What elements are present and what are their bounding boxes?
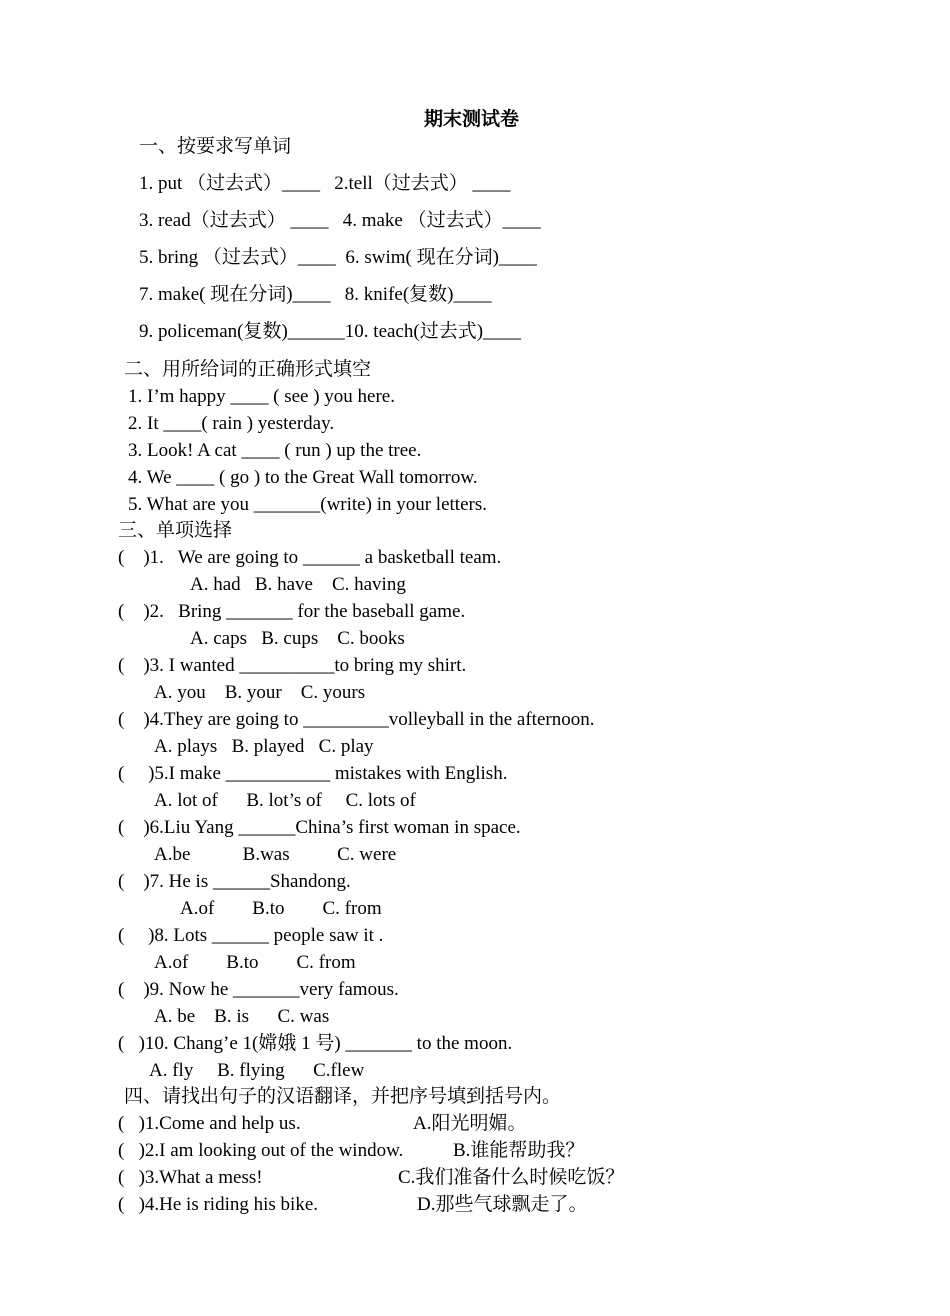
question-stem: ( )9. Now he _______very famous.	[118, 979, 399, 1000]
section2-item: 4. We ____ ( go ) to the Great Wall tomorrow.	[128, 467, 478, 488]
question-stem: ( )4.They are going to _________volleyball in the afternoon.	[118, 709, 595, 730]
section1-item: 9. policeman(复数)______10. teach(过去式)____	[139, 321, 522, 342]
section1-heading: 一、按要求写单词	[139, 136, 292, 157]
question-options: A.of B.to C. from	[154, 952, 356, 973]
match-sentence: ( )2.I am looking out of the window.	[118, 1140, 404, 1161]
question-stem: ( )8. Lots ______ people saw it .	[118, 925, 384, 946]
question-stem: ( )3. I wanted __________to bring my shirt.	[118, 655, 467, 676]
section2-heading: 二、用所给词的正确形式填空	[124, 359, 372, 380]
question-options: A. fly B. flying C.flew	[149, 1060, 365, 1081]
question-options: A. had B. have C. having	[190, 574, 406, 595]
question-stem: ( )2. Bring _______ for the baseball game.	[118, 601, 466, 622]
question-options: A. caps B. cups C. books	[190, 628, 405, 649]
section2-item: 2. It ____( rain ) yesterday.	[128, 413, 335, 434]
section1-item: 7. make( 现在分词)____ 8. knife(复数)____	[139, 284, 492, 305]
section4-heading: 四、请找出句子的汉语翻译，并把序号填到括号内。	[124, 1086, 562, 1107]
question-stem: ( )5.I make ___________ mistakes with English.	[118, 763, 508, 784]
match-sentence: ( )4.He is riding his bike.	[118, 1194, 319, 1215]
match-translation: B.谁能帮助我？	[453, 1140, 585, 1161]
question-stem: ( )7. He is ______Shandong.	[118, 871, 351, 892]
section1-item: 5. bring （过去式）____ 6. swim( 现在分词)____	[139, 247, 537, 268]
section1-item: 1. put （过去式）____ 2.tell（过去式） ____	[139, 173, 511, 194]
question-options: A. plays B. played C. play	[154, 736, 374, 757]
section2-item: 5. What are you _______(write) in your letters.	[128, 494, 487, 515]
question-options: A.of B.to C. from	[180, 898, 382, 919]
section2-item: 1. I’m happy ____ ( see ) you here.	[128, 386, 395, 407]
question-stem: ( )6.Liu Yang ______China’s first woman in space.	[118, 817, 521, 838]
match-sentence: ( )1.Come and help us.	[118, 1113, 301, 1134]
section1-item: 3. read（过去式） ____ 4. make （过去式）____	[139, 210, 541, 231]
match-translation: D.那些气球飘走了。	[417, 1194, 588, 1215]
match-sentence: ( )3.What a mess!	[118, 1167, 263, 1188]
question-stem: ( )1. We are going to ______ a basketball team.	[118, 547, 502, 568]
section3-heading: 三、单项选择	[118, 520, 233, 541]
question-options: A. lot of B. lot’s of C. lots of	[154, 790, 416, 811]
match-translation: C.我们准备什么时候吃饭？	[398, 1167, 625, 1188]
question-stem: ( )10. Chang’e 1(嫦娥 1 号) _______ to the moon.	[118, 1033, 513, 1054]
question-options: A. you B. your C. yours	[154, 682, 366, 703]
page-title: 期末测试卷	[424, 109, 520, 130]
question-options: A.be B.was C. were	[154, 844, 397, 865]
section2-item: 3. Look! A cat ____ ( run ) up the tree.	[128, 440, 422, 461]
question-options: A. be B. is C. was	[154, 1006, 330, 1027]
match-translation: A.阳光明媚。	[413, 1113, 527, 1134]
